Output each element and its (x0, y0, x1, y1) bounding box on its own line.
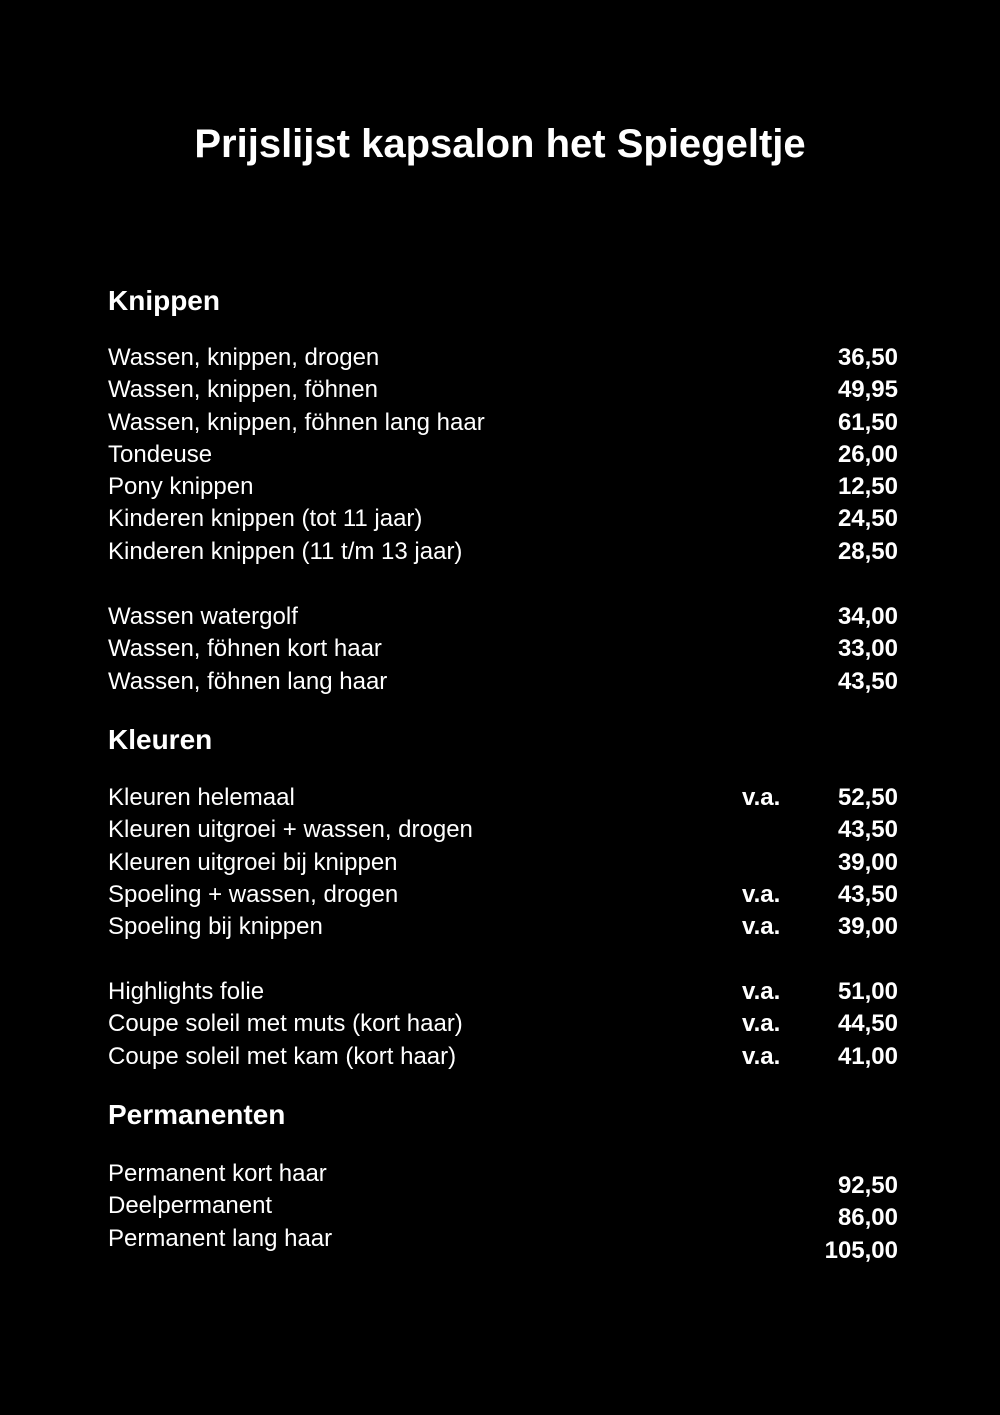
list-item-price: 86,00 (837, 1204, 898, 1232)
item-price: 26,00 (837, 440, 898, 468)
price-prefix: v.a. (742, 880, 781, 908)
list-item (108, 407, 898, 439)
item-price: 49,95 (837, 376, 898, 404)
item-name: Kleuren uitgroei bij knippen (108, 848, 398, 876)
permanenten-names (108, 1158, 332, 1255)
item-name: Highlights folie (108, 978, 265, 1005)
price-prefix: v.a. (742, 1042, 781, 1070)
item-price: 41,00 (837, 1042, 898, 1070)
list-item (108, 471, 898, 503)
item-price: 39,00 (837, 848, 898, 876)
list-item (108, 342, 898, 374)
list-item (108, 439, 898, 471)
item-price: 24,50 (837, 505, 898, 533)
item-name: Spoeling bij knippen (108, 913, 323, 941)
item-name: Wassen, knippen, drogen (108, 344, 380, 371)
kleuren-list-1 (108, 782, 898, 943)
list-item (108, 911, 898, 943)
item-price: 43,50 (837, 880, 898, 908)
item-name: Wassen, knippen, föhnen lang haar (108, 408, 485, 436)
list-item (108, 782, 898, 814)
price-prefix: v.a. (742, 784, 781, 811)
knippen-list-2 (108, 601, 898, 698)
list-item (108, 976, 898, 1008)
kleuren-list-2 (108, 976, 898, 1073)
list-item (108, 633, 898, 665)
item-name: Spoeling + wassen, drogen (108, 880, 399, 908)
list-item (108, 879, 898, 911)
price-prefix: v.a. (742, 1010, 781, 1038)
list-item-name: Deelpermanent (108, 1192, 273, 1220)
item-name: Kleuren uitgroei + wassen, drogen (108, 816, 473, 844)
item-name: Wassen watergolf (108, 603, 298, 630)
item-name: Pony knippen (108, 473, 254, 501)
price-prefix: v.a. (742, 978, 781, 1005)
item-name: Kinderen knippen (tot 11 jaar) (108, 505, 423, 533)
item-name: Wassen, knippen, föhnen (108, 376, 378, 404)
list-item-price: 105,00 (824, 1236, 898, 1264)
list-item (108, 1041, 898, 1073)
item-name: Wassen, föhnen kort haar (108, 635, 382, 663)
permanenten-prices (825, 1170, 898, 1267)
list-item (108, 847, 898, 879)
item-name: Kinderen knippen (11 t/m 13 jaar) (108, 537, 463, 565)
section-title-permanenten: Permanenten (108, 1099, 286, 1130)
item-name: Coupe soleil met kam (kort haar) (108, 1042, 457, 1070)
item-price: 44,50 (837, 1010, 898, 1038)
list-item-price: 92,50 (837, 1172, 898, 1199)
page-title: Prijslijst kapsalon het Spiegeltje (194, 122, 806, 166)
item-price: 36,50 (837, 344, 898, 371)
item-price: 43,50 (837, 816, 898, 844)
item-price: 33,00 (837, 635, 898, 663)
section-title-kleuren: Kleuren (108, 724, 213, 755)
item-price: 43,50 (837, 667, 898, 695)
price-prefix: v.a. (742, 913, 781, 941)
list-item (108, 536, 898, 568)
item-name: Kleuren helemaal (108, 784, 295, 811)
item-price: 28,50 (837, 537, 898, 565)
list-item (108, 601, 898, 633)
list-item (108, 814, 898, 846)
item-price: 52,50 (837, 784, 898, 811)
item-price: 39,00 (837, 913, 898, 941)
list-item (108, 374, 898, 406)
item-price: 51,00 (837, 978, 898, 1005)
list-item-name: Permanent lang haar (108, 1224, 333, 1252)
item-price: 12,50 (837, 473, 898, 501)
item-price: 61,50 (837, 408, 898, 436)
item-price: 34,00 (837, 603, 898, 630)
list-item (108, 503, 898, 535)
item-name: Tondeuse (108, 440, 213, 468)
list-item-name: Permanent kort haar (108, 1160, 327, 1187)
list-item (108, 1008, 898, 1040)
knippen-list-1 (108, 342, 898, 568)
section-title-knippen: Knippen (108, 285, 220, 316)
item-name: Wassen, föhnen lang haar (108, 667, 388, 695)
item-name: Coupe soleil met muts (kort haar) (108, 1010, 463, 1038)
list-item (108, 666, 898, 698)
